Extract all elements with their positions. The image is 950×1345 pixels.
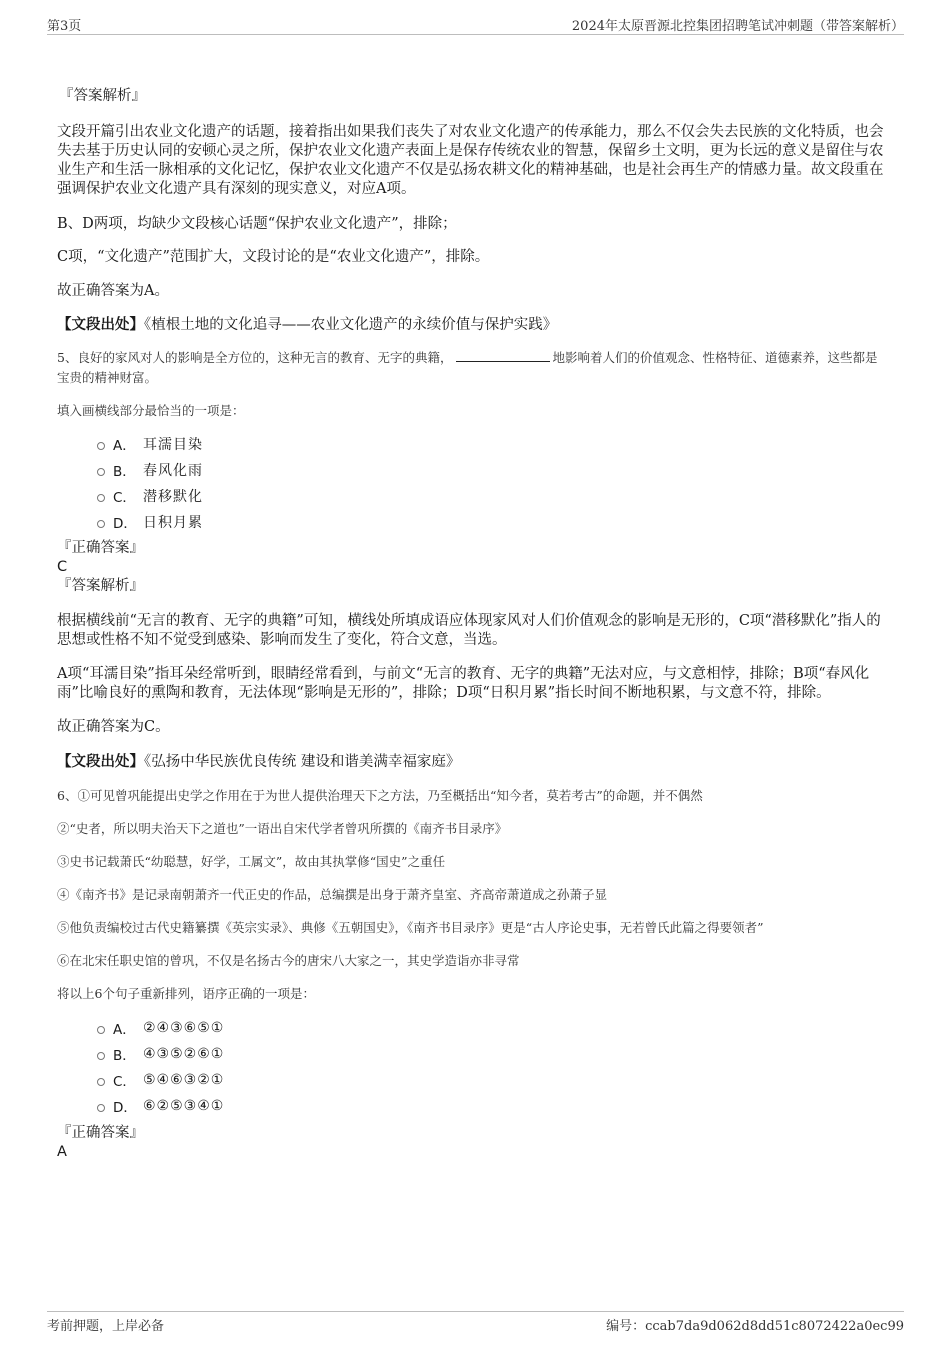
analysis-paragraph: 文段开篇引出农业文化遗产的话题，接着指出如果我们丧失了对农业文化遗产的传承能力，那么不仅会失去民族的文化特质，也会失去基于历史认同的安顿心灵之所，保护农业文化遗产表面上是保存传统农业的智慧，保留乡土文明，更为长远的意义是留住与农业生产和生活一脉相承的文化记忆，保护农业文化遗产不仅是弘扬农耕文化的精神基础，也是社会再生产的情感力量。故文段重在强调保护农业文化遗产具有深刻的现实意义，对应A项。	[57, 124, 884, 197]
radio-icon[interactable]	[97, 442, 105, 450]
question-6-sentence-5: ⑤他负责编校过古代史籍纂撰《英宗实录》、典修《五朝国史》，《南齐书目录序》更是“古人序论史事，无若曾氏此篇之得要领者”	[57, 920, 764, 935]
option-b[interactable]: B． 春风化雨	[97, 457, 887, 483]
option-a[interactable]: A． 耳濡目染	[97, 431, 887, 457]
question-5-options	[57, 431, 887, 535]
radio-icon[interactable]	[97, 468, 105, 476]
question-6-sentence-2: ②“史者，所以明夫治天下之道也”一语出自宋代学者曾巩所撰的《南齐书目录序》	[57, 821, 508, 836]
question-5-stem: 5、良好的家风对人的影响是全方位的，这种无言的教育、无字的典籍， 地影响着人们的价值观念、性格特征、道德素养，这些都是宝贵的精神财富。	[57, 350, 878, 385]
option-d[interactable]: D． ⑥②⑤③④①	[97, 1093, 887, 1119]
answer-label: 『正确答案』	[57, 1125, 144, 1141]
source-label: 【文段出处】	[57, 316, 144, 333]
analysis-bd: B、D两项，均缺少文段核心话题“保护农业文化遗产”，排除；	[57, 216, 457, 232]
radio-icon[interactable]	[97, 1104, 105, 1112]
analysis-paragraph-1: 根据横线前“无言的教育、无字的典籍”可知，横线处所填成语应体现家风对人们价值观念的影响是无形的，C项“潜移默化”指人的思想或性格不知不觉受到感染、影响而发生了变化，符合文意，当选。	[57, 613, 881, 648]
radio-icon[interactable]	[97, 494, 105, 502]
radio-icon[interactable]	[97, 1078, 105, 1086]
source-line	[57, 315, 887, 335]
question-6-sentence-6: ⑥在北宋任职史馆的曾巩，不仅是名扬古今的唐宋八大家之一，其史学造诣亦非寻常	[57, 953, 520, 968]
source-line	[57, 752, 887, 772]
analysis-conclusion: 故正确答案为A。	[57, 283, 169, 299]
page-footer	[47, 1311, 904, 1334]
option-c[interactable]: C． ⑤④⑥③②①	[97, 1067, 887, 1093]
question-6-instruction: 将以上6个句子重新排列，语序正确的一项是：	[57, 986, 315, 1001]
answer-label: 『正确答案』	[57, 540, 144, 556]
answer-value: A	[57, 1144, 67, 1160]
analysis-conclusion: 故正确答案为C。	[57, 719, 170, 735]
option-b[interactable]: B． ④③⑤②⑥①	[97, 1041, 887, 1067]
source-label: 【文段出处】	[57, 753, 144, 770]
option-d[interactable]: D． 日积月累	[97, 509, 887, 535]
question-6-sentence-1: 6、①可见曾巩能提出史学之作用在于为世人提供治理天下之方法，乃至概括出“知今者，莫若考古”的命题，并不偶然	[57, 788, 703, 803]
source-title: 《植根土地的文化追寻——农业文化遗产的永续价值与保护实践》	[144, 317, 558, 333]
question-6-sentence-3: ③史书记载萧氏“幼聪慧，好学，工属文”，故由其执掌修“国史”之重任	[57, 854, 446, 869]
document-title: 2024年太原晋源北控集团招聘笔试冲刺题（带答案解析）	[571, 19, 904, 34]
answer-value: C	[57, 559, 68, 575]
option-c[interactable]: C． 潜移默化	[97, 483, 887, 509]
footer-serial: 编号：ccab7da9d062d8dd51c8072422a0ec99	[606, 1319, 904, 1334]
question-6-sentence-4: ④《南齐书》是记录南朝萧齐一代正史的作品，总编撰是出身于萧齐皇室、齐高帝萧道成之孙萧子显	[57, 887, 608, 902]
analysis-c: C项，“文化遗产”范围扩大，文段讨论的是“农业文化遗产”，排除。	[57, 249, 490, 265]
page-header	[47, 14, 904, 35]
radio-icon[interactable]	[97, 1026, 105, 1034]
footer-slogan: 考前押题，上岸必备	[47, 1319, 165, 1334]
fill-blank	[456, 348, 550, 362]
radio-icon[interactable]	[97, 1052, 105, 1060]
page-number: 第3页	[47, 19, 82, 34]
analysis-label: 『答案解析』	[59, 88, 146, 104]
analysis-paragraph-2: A项“耳濡目染”指耳朵经常听到，眼睛经常看到，与前文“无言的教育、无字的典籍”无法对应，与文意相悖，排除；B项“春风化雨”比喻良好的熏陶和教育，无法体现“影响是无形的”，排除；D项“日积月累”指长时间不断地积累，与文意不符，排除。	[57, 666, 870, 701]
analysis-label: 『答案解析』	[57, 578, 144, 594]
page-content	[57, 86, 887, 1161]
option-a[interactable]: A． ②④③⑥⑤①	[97, 1015, 887, 1041]
question-6-options	[57, 1015, 887, 1119]
question-5-instruction: 填入画横线部分最恰当的一项是：	[57, 403, 245, 418]
source-title: 《弘扬中华民族优良传统 建设和谐美满幸福家庭》	[144, 754, 461, 770]
radio-icon[interactable]	[97, 520, 105, 528]
